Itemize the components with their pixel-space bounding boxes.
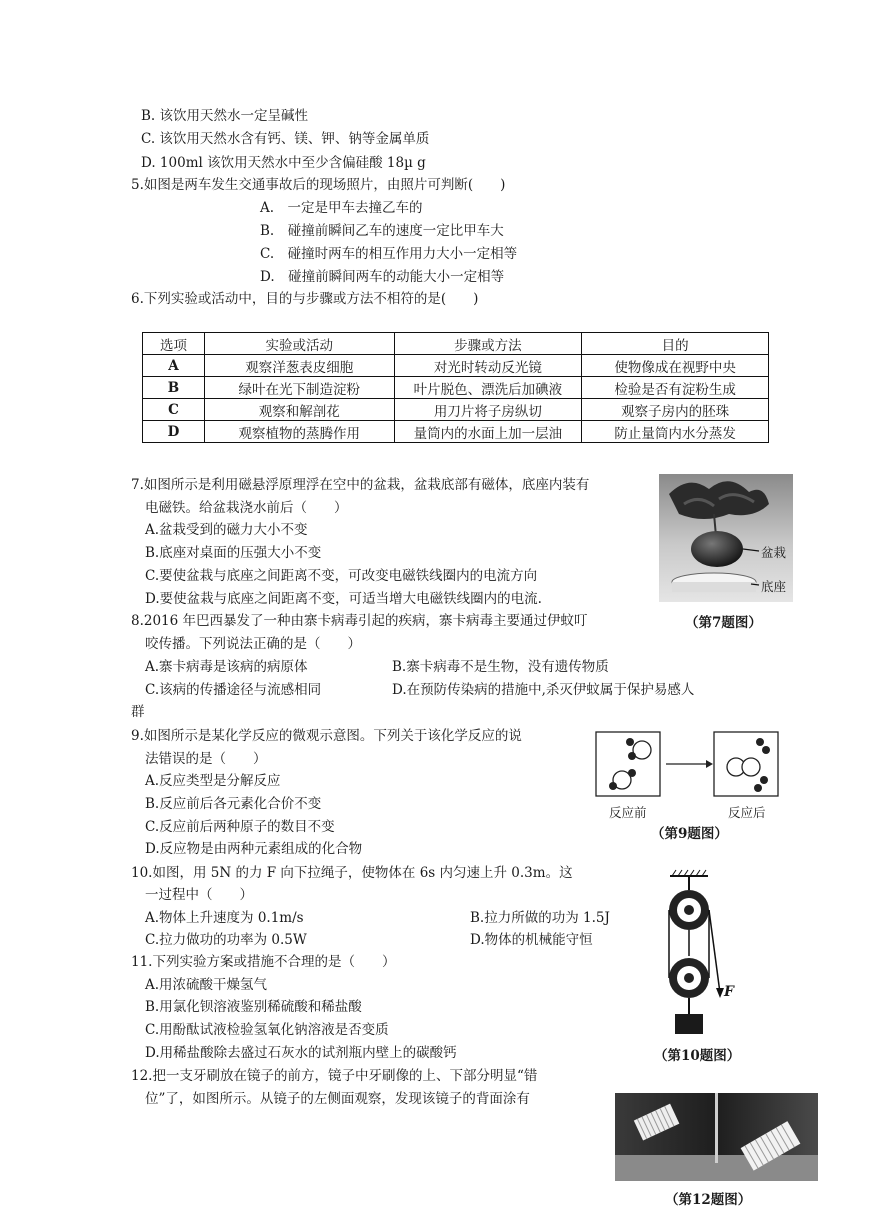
q4-option-b: B. 该饮用天然水一定呈碱性 (141, 108, 309, 124)
table-header-cell: 目的 (582, 333, 769, 355)
q4-option-d: D. 100ml 该饮用天然水中至少含偏硅酸 18µ g (141, 155, 426, 171)
q10-stem-line1: 10.如图，用 5N 的力 F 向下拉绳子，使物体在 6s 内匀速上升 0.3m。这 (131, 865, 573, 881)
q10-pulley-diagram (660, 868, 740, 1040)
q9-option-b: B.反应前后各元素化合价不变 (145, 796, 322, 812)
q11-option-d: D.用稀盐酸除去盛过石灰水的试剂瓶内壁上的碳酸钙 (145, 1045, 457, 1061)
q10-option-a: A.物体上升速度为 0.1m/s (145, 910, 304, 926)
q10-option-c: C.拉力做功的功率为 0.5W (145, 932, 307, 948)
q6-stem: 6.下列实验或活动中，目的与步骤或方法不相符的是( ) (131, 291, 479, 307)
q7-figure-caption: （第7题图） (685, 615, 762, 631)
table-row (143, 355, 769, 377)
q11-option-a: A.用浓硫酸干燥氢气 (145, 977, 268, 993)
q11-option-b: B.用氯化钡溶液鉴别稀硫酸和稀盐酸 (145, 999, 362, 1015)
q9-option-c: C.反应前后两种原子的数目不变 (145, 819, 335, 835)
table-cell: 观察植物的蒸腾作用 (204, 421, 394, 443)
q7-option-b: B.底座对桌面的压强大小不变 (145, 545, 322, 561)
q7-label-base: 底座 (761, 579, 787, 594)
table-row (143, 421, 769, 443)
q10-option-b: B.拉力所做的功为 1.5J (470, 910, 610, 926)
q6-table (142, 332, 769, 443)
q7-stem-line2: 电磁铁。给盆栽浇水前后（ ） (145, 500, 348, 516)
q8-stem-line1: 8.2016 年巴西暴发了一种由寨卡病毒引起的疾病，寨卡病毒主要通过伊蚊叮 (131, 613, 588, 629)
table-cell: D (143, 421, 205, 443)
q9-label-before: 反应前 (609, 805, 647, 820)
q7-figure-photo (659, 474, 793, 602)
q9-option-d: D.反应物是由两种元素组成的化合物 (145, 841, 363, 857)
table-cell: 用刀片将子房纵切 (394, 399, 582, 421)
table-cell: A (143, 355, 205, 377)
q4-option-c: C. 该饮用天然水含有钙、镁、钾、钠等金属单质 (141, 131, 430, 147)
table-cell: 量筒内的水面上加一层油 (394, 421, 582, 443)
table-row (143, 399, 769, 421)
table-cell: 检验是否有淀粉生成 (582, 377, 769, 399)
q5-option-b: B. 碰撞前瞬间乙车的速度一定比甲车大 (260, 223, 504, 239)
table-cell: 使物像成在视野中央 (582, 355, 769, 377)
q7-option-c: C.要使盆栽与底座之间距离不变，可改变电磁铁线圈内的电流方向 (145, 568, 538, 584)
q10-figure-caption: （第10题图） (654, 1048, 741, 1064)
q8-option-b: B.寨卡病毒不是生物，没有遗传物质 (392, 659, 609, 675)
q7-option-d: D.要使盆栽与底座之间距离不变，可适当增大电磁铁线圈内的电流. (145, 591, 542, 607)
table-cell: 对光时转动反光镜 (394, 355, 582, 377)
q9-stem-line1: 9.如图所示是某化学反应的微观示意图。下列关于该化学反应的说 (131, 728, 522, 744)
table-cell: 观察子房内的胚珠 (582, 399, 769, 421)
q8-option-d: D.在预防传染病的措施中,杀灭伊蚊属于保护易感人 (392, 682, 695, 698)
q5-option-d: D. 碰撞前瞬间两车的动能大小一定相等 (260, 269, 505, 285)
q7-label-pot: 盆栽 (761, 545, 787, 560)
q10-stem-line2: 一过程中（ ） (145, 887, 253, 903)
q9-label-after: 反应后 (728, 805, 766, 820)
q7-option-a: A.盆栽受到的磁力大小不变 (145, 522, 308, 538)
table-cell: 防止量筒内水分蒸发 (582, 421, 769, 443)
q10-force-label: F (724, 984, 734, 1000)
q11-stem: 11.下列实验方案或措施不合理的是（ ） (131, 954, 396, 970)
q5-stem: 5.如图是两车发生交通事故后的现场照片，由照片可判断( ) (131, 177, 506, 193)
q12-figure-caption: （第12题图） (665, 1192, 752, 1208)
q5-option-a: A. 一定是甲车去撞乙车的 (260, 200, 423, 216)
q7-stem-line1: 7.如图所示是利用磁悬浮原理浮在空中的盆栽，盆栽底部有磁体，底座内装有 (131, 477, 590, 493)
table-header-cell: 选项 (143, 333, 205, 355)
q9-reaction-diagram (594, 730, 794, 810)
q5-option-c: C. 碰撞时两车的相互作用力大小一定相等 (260, 246, 518, 262)
table-cell: 绿叶在光下制造淀粉 (204, 377, 394, 399)
table-cell: 观察洋葱表皮细胞 (204, 355, 394, 377)
table-header-cell: 步骤或方法 (394, 333, 582, 355)
q9-stem-line2: 法错误的是（ ） (145, 751, 267, 767)
table-header-row (143, 333, 769, 355)
table-cell: 叶片脱色、漂洗后加碘液 (394, 377, 582, 399)
table-row (143, 377, 769, 399)
table-cell: C (143, 399, 205, 421)
q12-stem-line2: 位”了，如图所示。从镜子的左侧面观察，发现该镜子的背面涂有 (145, 1091, 530, 1107)
table-header-cell: 实验或活动 (204, 333, 394, 355)
q8-option-c: C.该病的传播途径与流感相同 (145, 682, 322, 698)
q9-figure-caption: （第9题图） (651, 826, 728, 842)
q12-figure-photo (615, 1093, 818, 1181)
table-cell: B (143, 377, 205, 399)
table-cell: 观察和解剖花 (204, 399, 394, 421)
q8-option-d-continued: 群 (131, 704, 145, 720)
q8-stem-line2: 咬传播。下列说法正确的是（ ） (145, 636, 361, 652)
q11-option-c: C.用酚酞试液检验氢氧化钠溶液是否变质 (145, 1022, 389, 1038)
q8-option-a: A.寨卡病毒是该病的病原体 (145, 659, 308, 675)
q10-option-d: D.物体的机械能守恒 (470, 932, 593, 948)
q12-stem-line1: 12.把一支牙刷放在镜子的前方，镜子中牙刷像的上、下部分明显“错 (131, 1068, 538, 1084)
q9-option-a: A.反应类型是分解反应 (145, 773, 281, 789)
